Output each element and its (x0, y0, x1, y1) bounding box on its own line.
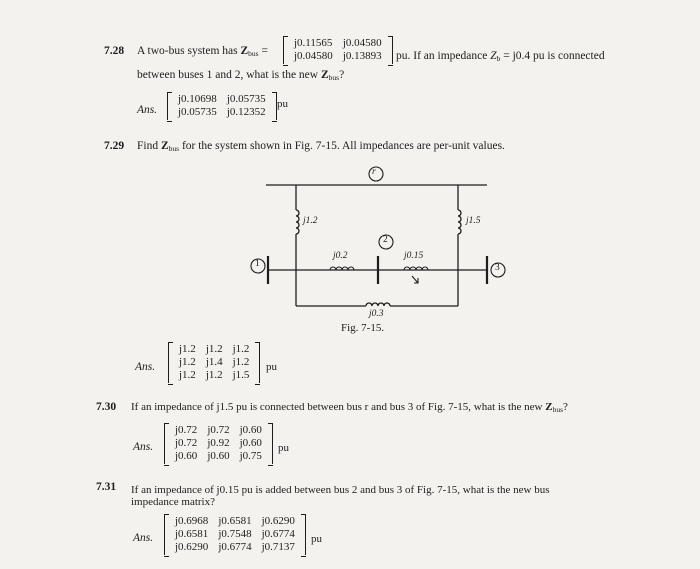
z-symbol: Z (240, 45, 249, 57)
matrix-cell: j1.2 (205, 343, 223, 355)
problem-number: 7.30 (96, 401, 117, 413)
matrix-cell: j1.2 (205, 369, 223, 381)
z-symbol: Z (160, 140, 169, 152)
problem-number: 7.29 (104, 140, 125, 152)
answer-unit: pu (266, 361, 277, 373)
answer-label: Ans. (137, 104, 158, 116)
matrix-cell: j0.72 (207, 424, 230, 436)
impedance-label: j0.3 (369, 309, 384, 319)
matrix-cell: j0.05735 (178, 106, 217, 118)
matrix-cell: j0.72 (175, 424, 198, 436)
matrix-cell: j0.6290 (261, 515, 295, 527)
bus-label-2: 2 (383, 235, 388, 245)
problem-text-part: ? (563, 401, 568, 413)
bus-label-1: 1 (255, 259, 260, 269)
figure-caption: Fig. 7-15. (341, 322, 385, 334)
problem-text-part: A two-bus system has (137, 45, 241, 57)
z-subscript: bus (328, 73, 340, 82)
matrix-cell: j1.4 (205, 356, 223, 368)
problem-text-part: ? (339, 69, 345, 81)
matrix-cell: j0.04580 (294, 50, 333, 62)
matrix-cell: j0.75 (239, 450, 262, 462)
answer-unit: pu (277, 98, 288, 110)
matrix-cell: j0.04580 (342, 37, 382, 49)
zb-symbol: Z (490, 50, 497, 62)
problem-text (131, 401, 568, 414)
matrix-cell: j0.60 (239, 437, 262, 449)
matrix-cell: j1.2 (179, 356, 196, 368)
zb-subscript: b (496, 54, 501, 63)
matrix-cell: j0.92 (207, 437, 230, 449)
bus-label-3: 3 (495, 263, 500, 273)
inductor-j1-5 (458, 210, 461, 234)
answer-label: Ans. (133, 532, 154, 544)
matrix-cell: j0.13893 (342, 50, 382, 62)
arrow-icon (412, 276, 418, 283)
matrix-cell: j0.60 (207, 450, 230, 462)
matrix-cell: j1.2 (232, 356, 250, 368)
problem-text: impedance matrix? (131, 496, 215, 508)
impedance-label: j0.15 (404, 251, 424, 261)
bus-label-r: r (372, 167, 376, 177)
problem-text-part: between buses 1 and 2, what is the new (137, 69, 321, 81)
inductor-j1-2 (296, 210, 299, 234)
matrix-cell: j0.60 (175, 450, 198, 462)
problem-number: 7.31 (96, 481, 117, 493)
problem-text-part: = (258, 45, 268, 57)
problem-text-part: pu. If an impedance (396, 50, 491, 62)
answer-unit: pu (278, 442, 289, 454)
z-symbol: Z (545, 401, 553, 413)
z-symbol: Z (320, 69, 329, 81)
matrix-cell: j0.6968 (175, 515, 209, 527)
matrix-cell: j0.7548 (218, 528, 252, 540)
matrix-cell: j1.5 (232, 369, 250, 381)
problem-number: 7.28 (104, 45, 125, 57)
answer-unit: pu (311, 533, 322, 545)
problem-text-part: Find (137, 140, 161, 152)
impedance-label: j0.2 (333, 251, 348, 261)
answer-label: Ans. (133, 441, 154, 453)
problem-text-part: If an impedance of j1.5 pu is connected between bus r and bus 3 of Fig. 7-15, what is the new (131, 401, 546, 413)
z-subscript: bus (248, 49, 259, 58)
answer-matrix (168, 342, 260, 388)
matrix-cell: j1.2 (179, 369, 196, 381)
matrix-cell: j0.60 (239, 424, 262, 436)
answer-matrix (164, 423, 273, 469)
impedance-label: j1.2 (303, 216, 318, 226)
problem-text-part: for the system shown in Fig. 7-15. All impedances are per-unit values. (179, 140, 505, 152)
inductor-j0-3 (366, 303, 390, 306)
matrix-cell: j0.10698 (178, 93, 217, 105)
matrix-cell: j1.2 (179, 343, 196, 355)
matrix-cell: j0.6290 (175, 541, 209, 553)
matrix-cell: j0.05735 (226, 93, 266, 105)
matrix-cell: j1.2 (232, 343, 250, 355)
matrix-cell: j0.6581 (175, 528, 209, 540)
matrix-cell: j0.6774 (261, 528, 295, 540)
z-subscript: bus (168, 144, 180, 153)
matrix-cell: j0.12352 (226, 106, 266, 118)
matrix-cell: j0.7137 (261, 541, 295, 553)
matrix-cell: j0.72 (175, 437, 198, 449)
impedance-label: j1.5 (466, 216, 481, 226)
answer-label: Ans. (135, 361, 156, 373)
matrix-cell: j0.6581 (218, 515, 252, 527)
answer-matrix (164, 514, 306, 560)
problem-text: If an impedance of j0.15 pu is added between bus 2 and bus 3 of Fig. 7-15, what is the new bus (131, 484, 550, 496)
z-subscript: bus (552, 405, 563, 414)
problem-text-part: = j0.4 pu is connected (500, 50, 605, 62)
matrix-cell: j0.11565 (294, 37, 333, 49)
matrix-cell: j0.6774 (218, 541, 252, 553)
